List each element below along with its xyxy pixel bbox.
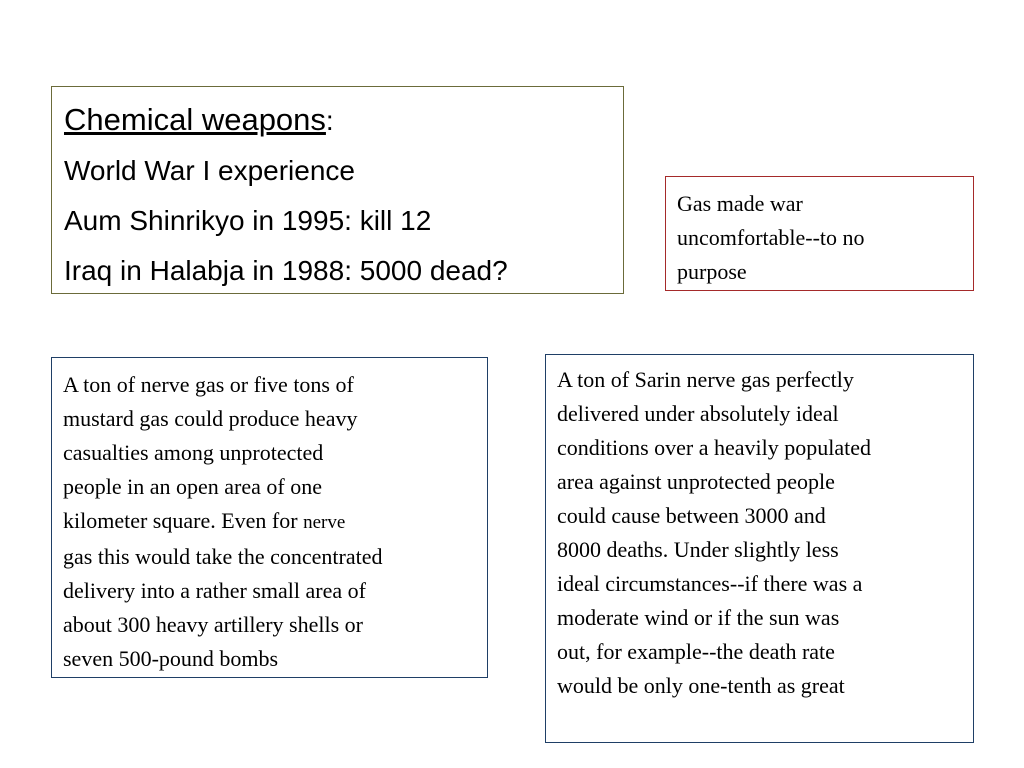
text-line: out, for example--the death rate	[557, 639, 835, 664]
text-line: delivered under absolutely ideal	[557, 401, 839, 426]
text-line: purpose	[677, 259, 747, 284]
text-line: could cause between 3000 and	[557, 503, 826, 528]
text-line	[63, 504, 479, 540]
sarin-box	[545, 354, 974, 743]
text-line: would be only one-tenth as great	[557, 673, 845, 698]
text-segment-small: nerve	[303, 512, 346, 533]
text-line: uncomfortable--to no	[677, 225, 865, 250]
point-line: World War I experience	[64, 155, 355, 186]
text-line: casualties among unprotected	[63, 440, 324, 465]
text-line: moderate wind or if the sun was	[557, 605, 840, 630]
text-line: area against unprotected people	[557, 469, 835, 494]
text-line: people in an open area of one	[63, 474, 322, 499]
text-line: mustard gas could produce heavy	[63, 406, 358, 431]
text-line: 8000 deaths. Under slightly less	[557, 537, 839, 562]
point-line: Aum Shinrikyo in 1995: kill 12	[64, 205, 432, 236]
heading-term: Chemical weapons	[64, 102, 326, 137]
text-line: ideal circumstances--if there was a	[557, 571, 863, 596]
text-line: about 300 heavy artillery shells or	[63, 612, 363, 637]
text-line: seven 500-pound bombs	[63, 646, 279, 671]
text-line: A ton of nerve gas or five tons of	[63, 372, 354, 397]
box-heading	[64, 95, 613, 146]
text-line: A ton of Sarin nerve gas perfectly	[557, 367, 854, 392]
point-line: Iraq in Halabja in 1988: 5000 dead?	[64, 255, 508, 286]
heading-colon: :	[325, 105, 334, 136]
gas-comment-box	[665, 176, 974, 291]
text-segment: kilometer square. Even for	[63, 508, 304, 533]
text-line: delivery into a rather small area of	[63, 578, 366, 603]
chemical-weapons-box	[51, 86, 624, 294]
text-line: conditions over a heavily populated	[557, 435, 872, 460]
text-line: gas this would take the concentrated	[63, 544, 383, 569]
nerve-gas-box	[51, 357, 488, 678]
text-line: Gas made war	[677, 191, 803, 216]
